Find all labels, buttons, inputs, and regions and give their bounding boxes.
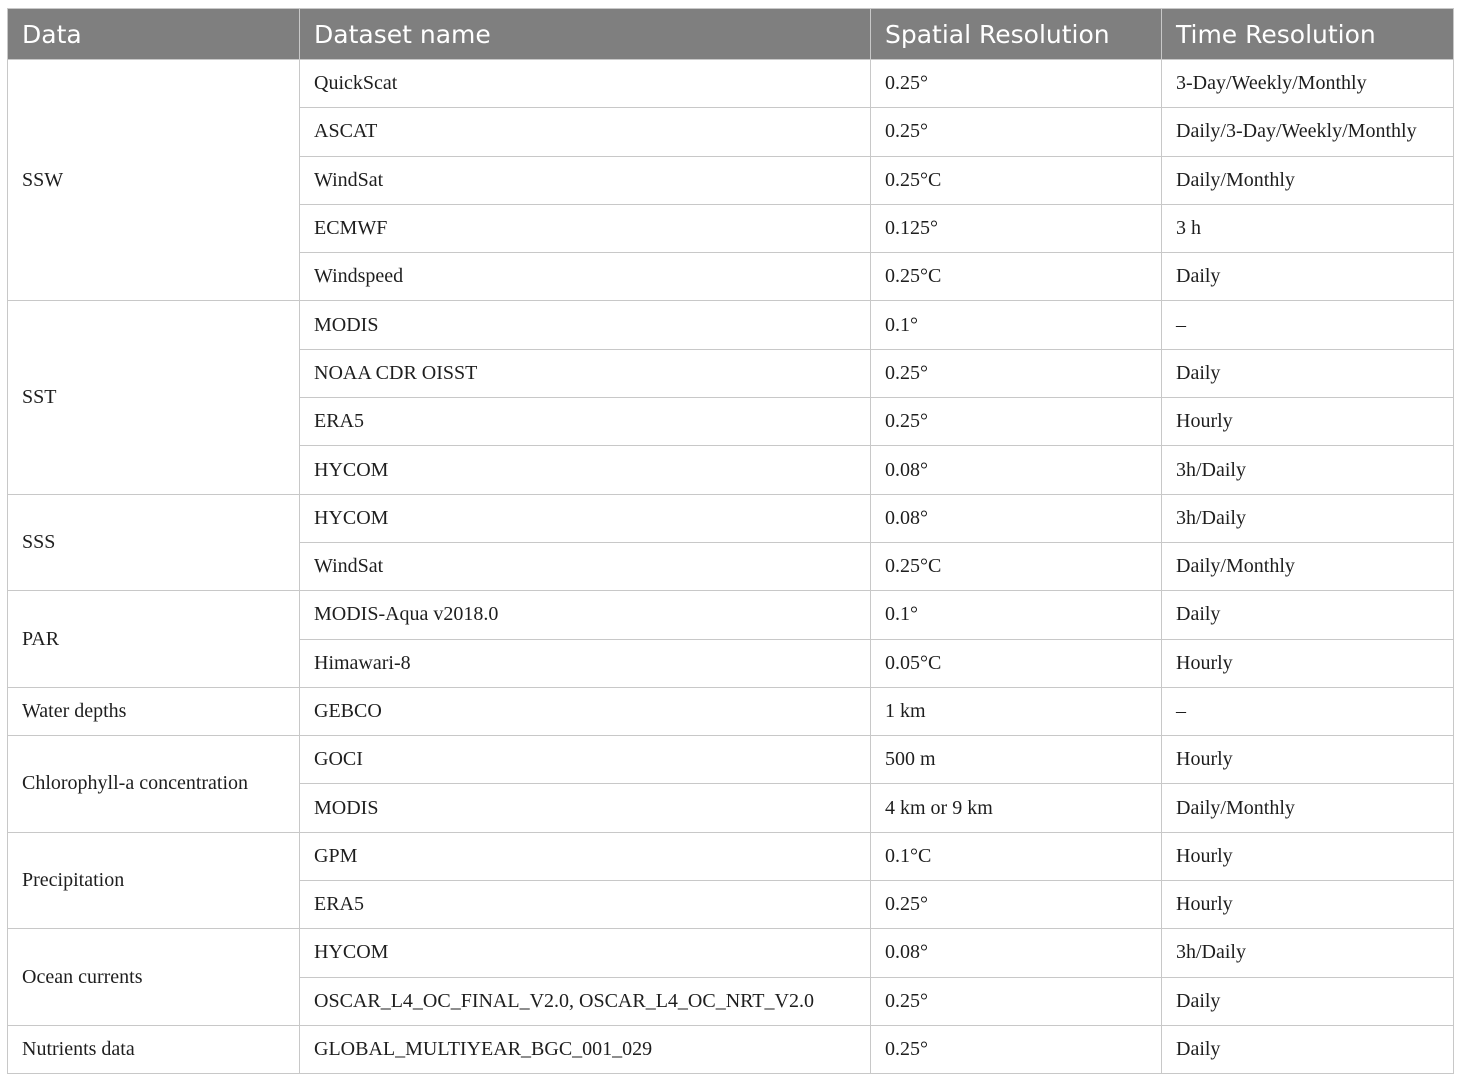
dataset-name-cell: MODIS [300,301,871,349]
dataset-name-cell: MODIS [300,784,871,832]
table-row [8,687,1454,735]
time-resolution-cell: Daily [1162,977,1454,1025]
header-row [8,9,1454,60]
header-dataset-name: Dataset name [300,9,871,60]
time-resolution-cell: Hourly [1162,398,1454,446]
data-category-cell: Chlorophyll-a concentration [8,736,300,833]
dataset-name-cell: WindSat [300,156,871,204]
spatial-resolution-cell: 0.25° [871,881,1162,929]
dataset-name-cell: WindSat [300,542,871,590]
spatial-resolution-cell: 0.125° [871,204,1162,252]
table-row [8,494,1454,542]
spatial-resolution-cell: 0.25°C [871,542,1162,590]
data-category-cell: Water depths [8,687,300,735]
spatial-resolution-cell: 0.25° [871,60,1162,108]
dataset-name-cell: HYCOM [300,929,871,977]
time-resolution-cell: Daily [1162,591,1454,639]
spatial-resolution-cell: 0.1° [871,301,1162,349]
spatial-resolution-cell: 0.25° [871,349,1162,397]
dataset-name-cell: ERA5 [300,398,871,446]
data-category-cell: Nutrients data [8,1025,300,1073]
dataset-name-cell: NOAA CDR OISST [300,349,871,397]
data-category-cell: Precipitation [8,832,300,929]
time-resolution-cell: Daily [1162,1025,1454,1073]
time-resolution-cell: 3-Day/Weekly/Monthly [1162,60,1454,108]
spatial-resolution-cell: 0.08° [871,929,1162,977]
time-resolution-cell: 3h/Daily [1162,929,1454,977]
time-resolution-cell: Daily/Monthly [1162,542,1454,590]
data-category-cell: SST [8,301,300,494]
spatial-resolution-cell: 0.08° [871,494,1162,542]
spatial-resolution-cell: 0.25° [871,108,1162,156]
datasets-table [7,8,1454,1074]
data-category-cell: PAR [8,591,300,688]
header-time-resolution: Time Resolution [1162,9,1454,60]
spatial-resolution-cell: 0.25°C [871,156,1162,204]
dataset-name-cell: GOCI [300,736,871,784]
time-resolution-cell: Hourly [1162,881,1454,929]
time-resolution-cell: – [1162,301,1454,349]
dataset-name-cell: Windspeed [300,253,871,301]
table-row [8,60,1454,108]
dataset-name-cell: Himawari-8 [300,639,871,687]
dataset-name-cell: QuickScat [300,60,871,108]
spatial-resolution-cell: 1 km [871,687,1162,735]
table-row [8,591,1454,639]
table-row [8,929,1454,977]
spatial-resolution-cell: 0.05°C [871,639,1162,687]
spatial-resolution-cell: 0.1°C [871,832,1162,880]
time-resolution-cell: – [1162,687,1454,735]
time-resolution-cell: Daily/3-Day/Weekly/Monthly [1162,108,1454,156]
dataset-name-cell: ECMWF [300,204,871,252]
dataset-name-cell: HYCOM [300,446,871,494]
spatial-resolution-cell: 0.25°C [871,253,1162,301]
spatial-resolution-cell: 0.1° [871,591,1162,639]
time-resolution-cell: Hourly [1162,639,1454,687]
dataset-name-cell: GPM [300,832,871,880]
dataset-name-cell: MODIS-Aqua v2018.0 [300,591,871,639]
table-row [8,736,1454,784]
time-resolution-cell: 3h/Daily [1162,494,1454,542]
dataset-name-cell: GEBCO [300,687,871,735]
time-resolution-cell: Hourly [1162,736,1454,784]
table-body [8,60,1454,1074]
time-resolution-cell: Hourly [1162,832,1454,880]
data-category-cell: SSS [8,494,300,591]
dataset-name-cell: ERA5 [300,881,871,929]
header-data: Data [8,9,300,60]
spatial-resolution-cell: 0.08° [871,446,1162,494]
dataset-name-cell: ASCAT [300,108,871,156]
spatial-resolution-cell: 500 m [871,736,1162,784]
time-resolution-cell: 3 h [1162,204,1454,252]
dataset-name-cell: HYCOM [300,494,871,542]
spatial-resolution-cell: 0.25° [871,977,1162,1025]
spatial-resolution-cell: 0.25° [871,1025,1162,1073]
time-resolution-cell: Daily/Monthly [1162,784,1454,832]
dataset-name-cell: GLOBAL_MULTIYEAR_BGC_001_029 [300,1025,871,1073]
table-row [8,832,1454,880]
header-spatial-resolution: Spatial Resolution [871,9,1162,60]
data-category-cell: SSW [8,60,300,301]
time-resolution-cell: Daily [1162,349,1454,397]
time-resolution-cell: Daily/Monthly [1162,156,1454,204]
dataset-name-cell: OSCAR_L4_OC_FINAL_V2.0, OSCAR_L4_OC_NRT_V2.0 [300,977,871,1025]
table-row [8,301,1454,349]
table-row [8,1025,1454,1073]
time-resolution-cell: 3h/Daily [1162,446,1454,494]
spatial-resolution-cell: 0.25° [871,398,1162,446]
spatial-resolution-cell: 4 km or 9 km [871,784,1162,832]
data-category-cell: Ocean currents [8,929,300,1026]
time-resolution-cell: Daily [1162,253,1454,301]
